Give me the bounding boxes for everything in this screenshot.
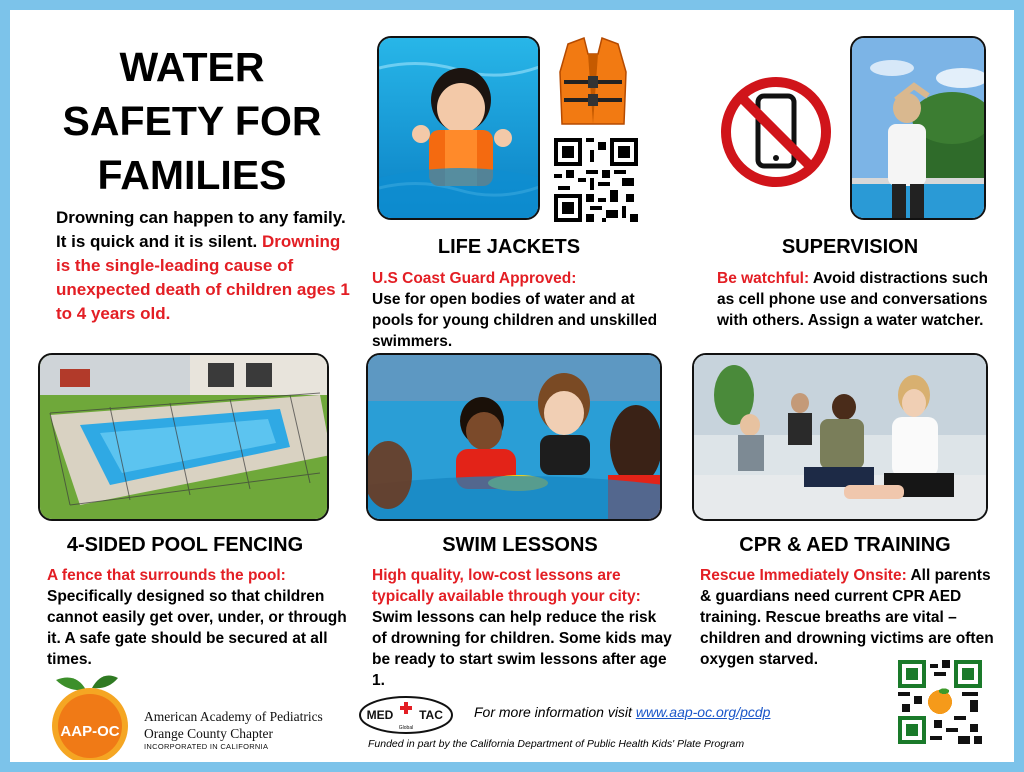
intro-text	[56, 206, 352, 326]
fencing-lead: A fence that surrounds the pool:	[47, 567, 286, 584]
life-jacket-image	[552, 32, 634, 130]
fencing-heading: 4-SIDED POOL FENCING	[66, 534, 304, 556]
supervision-text: Avoid distractions such as cell phone use and conversations with others. Assign a water watcher.	[717, 270, 989, 329]
poster	[10, 10, 1014, 762]
supervision-lead: Be watchful:	[717, 270, 810, 287]
org-line-3: INCORPORATED IN CALIFORNIA	[144, 742, 269, 751]
no-phone-icon	[718, 74, 834, 190]
more-info-link[interactable]: www.aap-oc.org/pcdp	[635, 704, 771, 720]
life-jackets-text: Use for open bodies of water and at pools for young children and unskilled swimmers.	[372, 291, 658, 350]
medtac-right-text: TAC	[419, 708, 443, 722]
supervision-body	[717, 268, 997, 331]
aap-org-name	[144, 708, 344, 751]
fencing-body	[47, 565, 347, 670]
photo-lifeguard-supervision	[850, 36, 986, 220]
fencing-text: Specifically designed so that children cannot easily get over, under, or through it. A safe gate should be secured at all times.	[47, 588, 347, 668]
qr-code-life-jackets[interactable]	[553, 138, 639, 222]
life-jackets-heading: LIFE JACKETS	[437, 236, 581, 258]
med-tac-logo	[358, 694, 454, 736]
life-jackets-lead: U.S Coast Guard Approved:	[372, 270, 577, 287]
medtac-left-text: MED	[366, 708, 394, 722]
more-info-line	[474, 704, 854, 720]
photo-cpr-training	[692, 353, 988, 521]
swim-lead: High quality, low-cost lessons are typically available through your city:	[372, 567, 641, 605]
intro-plain: Drowning can happen to any family. It is quick and it is silent.	[56, 208, 346, 251]
intro-highlight: Drowning is the single-leading cause of unexpected death of children ages 1 to 4 years old.	[56, 232, 350, 323]
life-jackets-body	[372, 268, 662, 352]
org-line-2: Orange County Chapter	[144, 726, 273, 741]
cpr-body	[700, 565, 996, 670]
aap-oc-logo	[40, 670, 140, 760]
title-line-3: FAMILIES	[97, 152, 287, 198]
photo-pool-fence	[38, 353, 329, 521]
aap-oc-badge-text: AAP-OC	[60, 723, 120, 740]
photo-swim-lessons	[366, 353, 662, 521]
title-line-1: WATER	[119, 44, 265, 90]
photo-girl-life-jacket	[377, 36, 540, 220]
qr-code-aap-oc[interactable]	[898, 660, 982, 744]
more-info-text: For more information visit	[474, 704, 636, 720]
title-line-2: SAFETY FOR	[62, 98, 322, 144]
medtac-sub-text: Global	[398, 725, 414, 731]
swim-heading: SWIM LESSONS	[442, 534, 598, 556]
swim-text: Swim lessons can help reduce the risk of drowning for children. Some kids may be ready to start swim lessons after age 1.	[372, 609, 672, 689]
funding-note: Funded in part by the California Department of Public Health Kids' Plate Program	[368, 738, 745, 750]
org-line-1: American Academy of Pediatrics	[144, 709, 323, 724]
cpr-heading: CPR & AED TRAINING	[739, 534, 951, 556]
supervision-heading: SUPERVISION	[781, 236, 919, 258]
cpr-text: All parents & guardians need current CPR AED training. Rescue breaths are vital – children and drowning victims are often oxygen starved.	[700, 567, 994, 668]
cpr-lead: Rescue Immediately Onsite:	[700, 567, 907, 584]
swim-body	[372, 565, 672, 691]
poster-title	[42, 40, 342, 202]
